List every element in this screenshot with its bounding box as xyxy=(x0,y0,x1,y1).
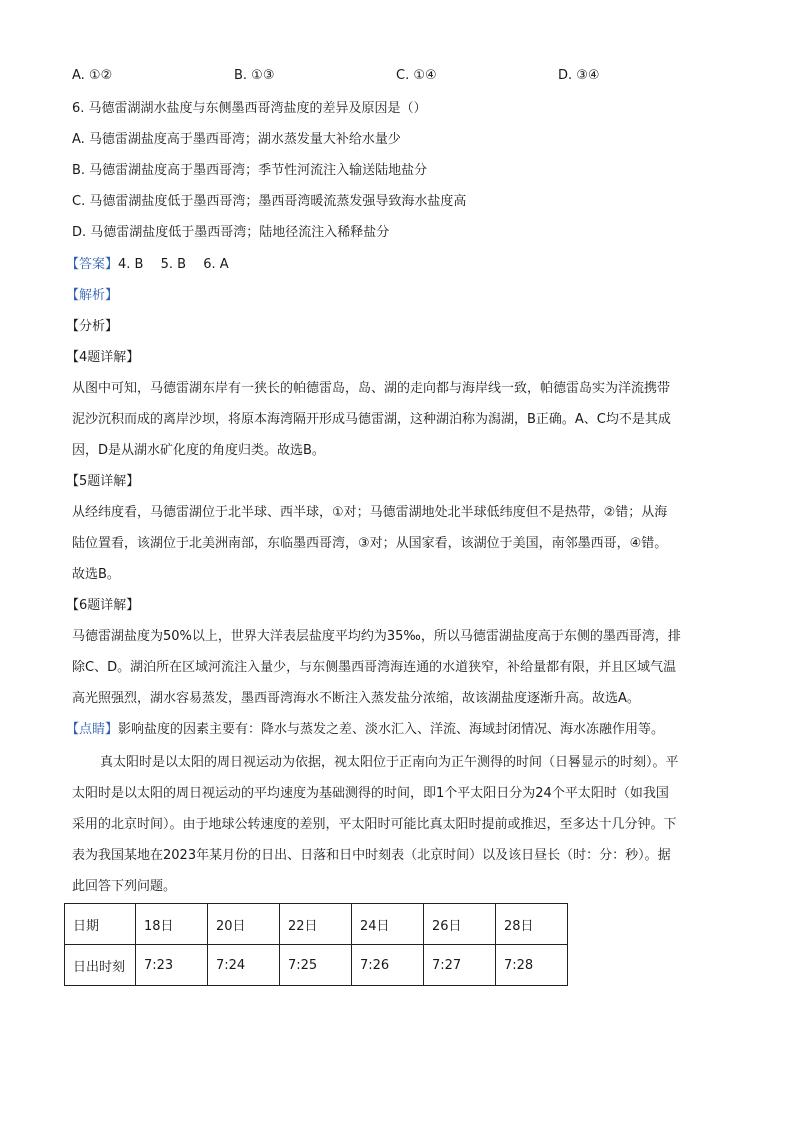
q6-detail-line-3: 高光照强烈，湖水容易蒸发，墨西哥湾海水不断注入蒸发盐分浓缩，故该湖盐度逐渐升高。故选A。 xyxy=(72,691,640,706)
passage-line-3: 采用的北京时间）。由于地球公转速度的差别，平太阳时可能比真太阳时提前或推迟，至多达十几分钟。下 xyxy=(72,817,677,832)
table-header-cell: 28日 xyxy=(496,904,568,945)
table-header-cell: 20日 xyxy=(208,904,280,945)
passage-line-5: 此回答下列问题。 xyxy=(72,879,177,894)
table-header-cell: 26日 xyxy=(424,904,496,945)
table-header-cell: 22日 xyxy=(280,904,352,945)
option-d: D. ③④ xyxy=(558,68,600,83)
analysis-label: 【解析】 xyxy=(66,288,119,303)
question-6-option-d: D. 马德雷湖盐度低于墨西哥湾；陆地径流注入稀释盐分 xyxy=(72,225,390,240)
answer-label: 【答案】 xyxy=(66,257,119,272)
question-6-option-b: B. 马德雷湖盐度高于墨西哥湾；季节性河流注入输送陆地盐分 xyxy=(72,163,428,178)
answer-text: 4. B 5. B 6. A xyxy=(118,257,229,272)
option-a: A. ①② xyxy=(72,68,113,83)
table-cell: 日出时刻 xyxy=(65,945,136,986)
table-header-cell: 18日 xyxy=(136,904,208,945)
passage-line-4: 表为我国某地在2023年某月份的日出、日落和日中时刻表（北京时间）以及该日昼长（时：分：秒）。据 xyxy=(72,848,671,863)
question-6-stem: 6. 马德雷湖湖水盐度与东侧墨西哥湾盐度的差异及原因是（） xyxy=(72,101,427,116)
option-c: C. ①④ xyxy=(396,68,437,83)
table-cell: 7:23 xyxy=(136,945,208,986)
table-cell: 7:27 xyxy=(424,945,496,986)
q5-line-2: 陆位置看，该湖位于北美洲南部，东临墨西哥湾，③对；从国家看，该湖位于美国，南邻墨西哥，④错。 xyxy=(72,536,668,551)
q6-detail-heading: 【6题详解】 xyxy=(66,598,140,613)
dianjing-label: 【点睛】 xyxy=(66,722,119,737)
passage-line-1: 真太阳时是以太阳的周日视运动为依据，视太阳位于正南向为正午测得的时间（日晷显示的时刻）。平 xyxy=(100,755,679,770)
table-row xyxy=(65,904,568,945)
table-cell: 7:26 xyxy=(352,945,424,986)
table-cell: 7:28 xyxy=(496,945,568,986)
dianjing-text: 影响盐度的因素主要有：降水与蒸发之差、淡水汇入、洋流、海域封闭情况、海水冻融作用等。 xyxy=(118,722,665,737)
q6-detail-line-2: 除C、D。湖泊所在区域河流注入量少，与东侧墨西哥湾海连通的水道狭窄，补给量都有限，并且区域气温 xyxy=(72,660,677,675)
answer-line xyxy=(66,255,229,275)
table-cell: 7:25 xyxy=(280,945,352,986)
table-cell: 7:24 xyxy=(208,945,280,986)
fenxi-label: 【分析】 xyxy=(66,319,119,334)
table-row xyxy=(65,945,568,986)
q4-line-2: 泥沙沉积而成的离岸沙坝，将原本海湾隔开形成马德雷湖，这种湖泊称为潟湖，B正确。A、C均不是其成 xyxy=(72,412,671,427)
q4-line-1: 从图中可知，马德雷湖东岸有一狭长的帕德雷岛，岛、湖的走向都与海岸线一致，帕德雷岛实为洋流携带 xyxy=(72,381,671,396)
option-b: B. ①③ xyxy=(234,68,275,83)
q4-heading: 【4题详解】 xyxy=(66,350,140,365)
sunrise-table xyxy=(64,903,568,986)
table-header-cell: 24日 xyxy=(352,904,424,945)
dianjing-line xyxy=(66,720,664,740)
table-header-cell: 日期 xyxy=(65,904,136,945)
q5-line-3: 故选B。 xyxy=(72,567,120,582)
q6-detail-line-1: 马德雷湖盐度为50%以上，世界大洋表层盐度平均约为35‰，所以马德雷湖盐度高于东侧的墨西哥湾，排 xyxy=(72,629,681,644)
q4-line-3: 因，D是从湖水矿化度的角度归类。故选B。 xyxy=(72,443,325,458)
question-6-option-c: C. 马德雷湖盐度低于墨西哥湾；墨西哥湾暖流蒸发强导致海水盐度高 xyxy=(72,194,467,209)
passage-line-2: 太阳时是以太阳的周日视运动的平均速度为基础测得的时间，即1个平太阳日分为24个平太阳时（如我国 xyxy=(72,786,669,801)
q5-line-1: 从经纬度看，马德雷湖位于北半球、西半球，①对；马德雷湖地处北半球低纬度但不是热带，②错；从海 xyxy=(72,505,668,520)
q5-heading: 【5题详解】 xyxy=(66,474,140,489)
question-6-option-a: A. 马德雷湖盐度高于墨西哥湾；湖水蒸发量大补给水量少 xyxy=(72,132,401,147)
